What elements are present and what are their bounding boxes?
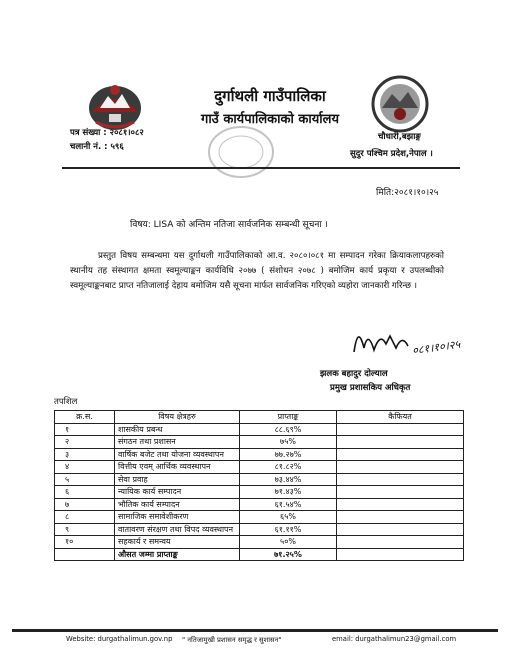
- signature-date: ०८१।१०।२५: [411, 337, 462, 358]
- municipality-logo-icon: [368, 74, 432, 134]
- row-score: ६१.५४%: [240, 498, 337, 511]
- row-sn: ८: [55, 511, 115, 524]
- row-sn: २: [55, 436, 115, 449]
- footer-divider: [12, 629, 498, 632]
- row-remarks: [337, 473, 464, 486]
- table-row: [55, 511, 464, 524]
- row-score: ७५%: [240, 436, 337, 449]
- dispatch-number: चलानी नं. : ५९६: [70, 142, 124, 152]
- row-area: वार्षिक बजेट तथा योजना व्यवस्थापन: [115, 448, 240, 461]
- col-header-sn: क्र.स.: [55, 411, 115, 424]
- reference-number: पत्र संख्या : २०८१।०८२: [70, 128, 144, 138]
- row-area: न्यायिक कार्य सम्पादन: [115, 486, 240, 499]
- table-row: [55, 486, 464, 499]
- footer-email: email: durgathalimun23@gmail.com: [332, 635, 457, 643]
- row-score: ८८.६९%: [240, 423, 337, 436]
- signatory-title: प्रमुख प्रशासकिय अधिकृत: [330, 383, 411, 393]
- row-remarks: [337, 511, 464, 524]
- row-remarks: [337, 536, 464, 549]
- row-remarks: [337, 486, 464, 499]
- total-label: औसत जम्मा प्राप्ताङ्क: [115, 548, 240, 561]
- table-header-row: [55, 411, 464, 424]
- row-area: भौतिक कार्य सम्पादन: [115, 498, 240, 511]
- row-sn: १०: [55, 536, 115, 549]
- row-sn: ७: [55, 498, 115, 511]
- score-table: [54, 410, 464, 561]
- header-divider: [62, 167, 460, 169]
- address-line-1: चौधारी,बझाङ्ग: [378, 132, 421, 142]
- row-score: ६१.११%: [240, 523, 337, 536]
- col-header-score: प्राप्ताङ्क: [240, 411, 337, 424]
- table-row: [55, 448, 464, 461]
- row-remarks: [337, 461, 464, 474]
- row-sn: ९: [55, 523, 115, 536]
- row-sn: [55, 548, 115, 561]
- row-area: सहकार्य र समन्वय: [115, 536, 240, 549]
- total-value: ७१.२५%: [240, 548, 337, 561]
- table-row: [55, 473, 464, 486]
- row-remarks: [337, 498, 464, 511]
- notice-body: प्रस्तुत विषय सम्बन्धमा यस दुर्गाथली गाउँपालिकाको आ.व. २०८०।०८१ मा सम्पादन गरेका क्रियाकलापहरुको स्थानीय तह संस्थागत क्षमता स्वमूल्याङ्कन कार्यविधि २०७७ ( संशोधन २०७८ ) बमोजिम कार्य प्रकृया र उपलब्धीको स्वमूल्याङ्कनबाट प्राप्त नतिजालाई देहाय बमोजिम यसै सूचना मार्फत सार्वजनिक गरिएको व्यहोरा जानकारी गरिन्छ ।: [70, 251, 444, 291]
- row-score: ७७.२७%: [240, 448, 337, 461]
- row-area: सेवा प्रवाह: [115, 473, 240, 486]
- row-area: शासकीय प्रबन्ध: [115, 423, 240, 436]
- footer-website: Website: durgathalimun.gov.np: [66, 635, 173, 643]
- row-sn: १: [55, 423, 115, 436]
- row-score: ७३.४४%: [240, 473, 337, 486]
- table-total-row: [55, 548, 464, 561]
- row-area: संगठन तथा प्रशासन: [115, 436, 240, 449]
- row-score: ८१.८२%: [240, 461, 337, 474]
- row-remarks: [337, 523, 464, 536]
- col-header-remarks: कैफियत: [337, 411, 464, 424]
- row-sn: ४: [55, 461, 115, 474]
- table-row: [55, 461, 464, 474]
- table-row: [55, 436, 464, 449]
- row-remarks: [337, 423, 464, 436]
- address-line-2: सुदुर पश्चिम प्रदेश,नेपाल ।: [350, 149, 433, 159]
- footer-slogan: " नतिजामुखी प्रशासन समृद्ध र सुशासन": [182, 636, 282, 644]
- signatory-name: झलक बहादुर दोल्याल: [320, 369, 388, 379]
- row-score: ७१.४३%: [240, 486, 337, 499]
- office-stamp-icon: [206, 124, 276, 180]
- office-subtitle: गाउँ कार्यपालिकाको कार्यालय: [201, 112, 339, 127]
- row-sn: ५: [55, 473, 115, 486]
- col-header-area: विषय क्षेत्रहरु: [115, 411, 240, 424]
- row-sn: ३: [55, 448, 115, 461]
- row-score: ६५%: [240, 511, 337, 524]
- office-name: दुर्गाथली गाउँपालिका: [214, 87, 326, 105]
- subject-line: विषय: LISA को अन्तिम नतिजा सार्वजनिक सम्बन्धी सूचना ।: [130, 220, 328, 230]
- row-area: वित्तीय एवम् आर्थिक व्यवस्थापन: [115, 461, 240, 474]
- table-row: [55, 523, 464, 536]
- row-remarks: [337, 448, 464, 461]
- row-remarks: [337, 548, 464, 561]
- nepal-emblem-icon: [86, 78, 144, 134]
- table-caption: तपशिल: [54, 397, 78, 407]
- row-sn: ६: [55, 486, 115, 499]
- row-remarks: [337, 436, 464, 449]
- row-area: सामाजिक समावेशीकरण: [115, 511, 240, 524]
- row-area: वातावरण संरक्षण तथा विपद व्यवस्थापन: [115, 523, 240, 536]
- row-score: ५०%: [240, 536, 337, 549]
- table-row: [55, 536, 464, 549]
- table-row: [55, 423, 464, 436]
- issue-date: मिति:२०८१।१०।२५: [376, 188, 439, 198]
- table-row: [55, 498, 464, 511]
